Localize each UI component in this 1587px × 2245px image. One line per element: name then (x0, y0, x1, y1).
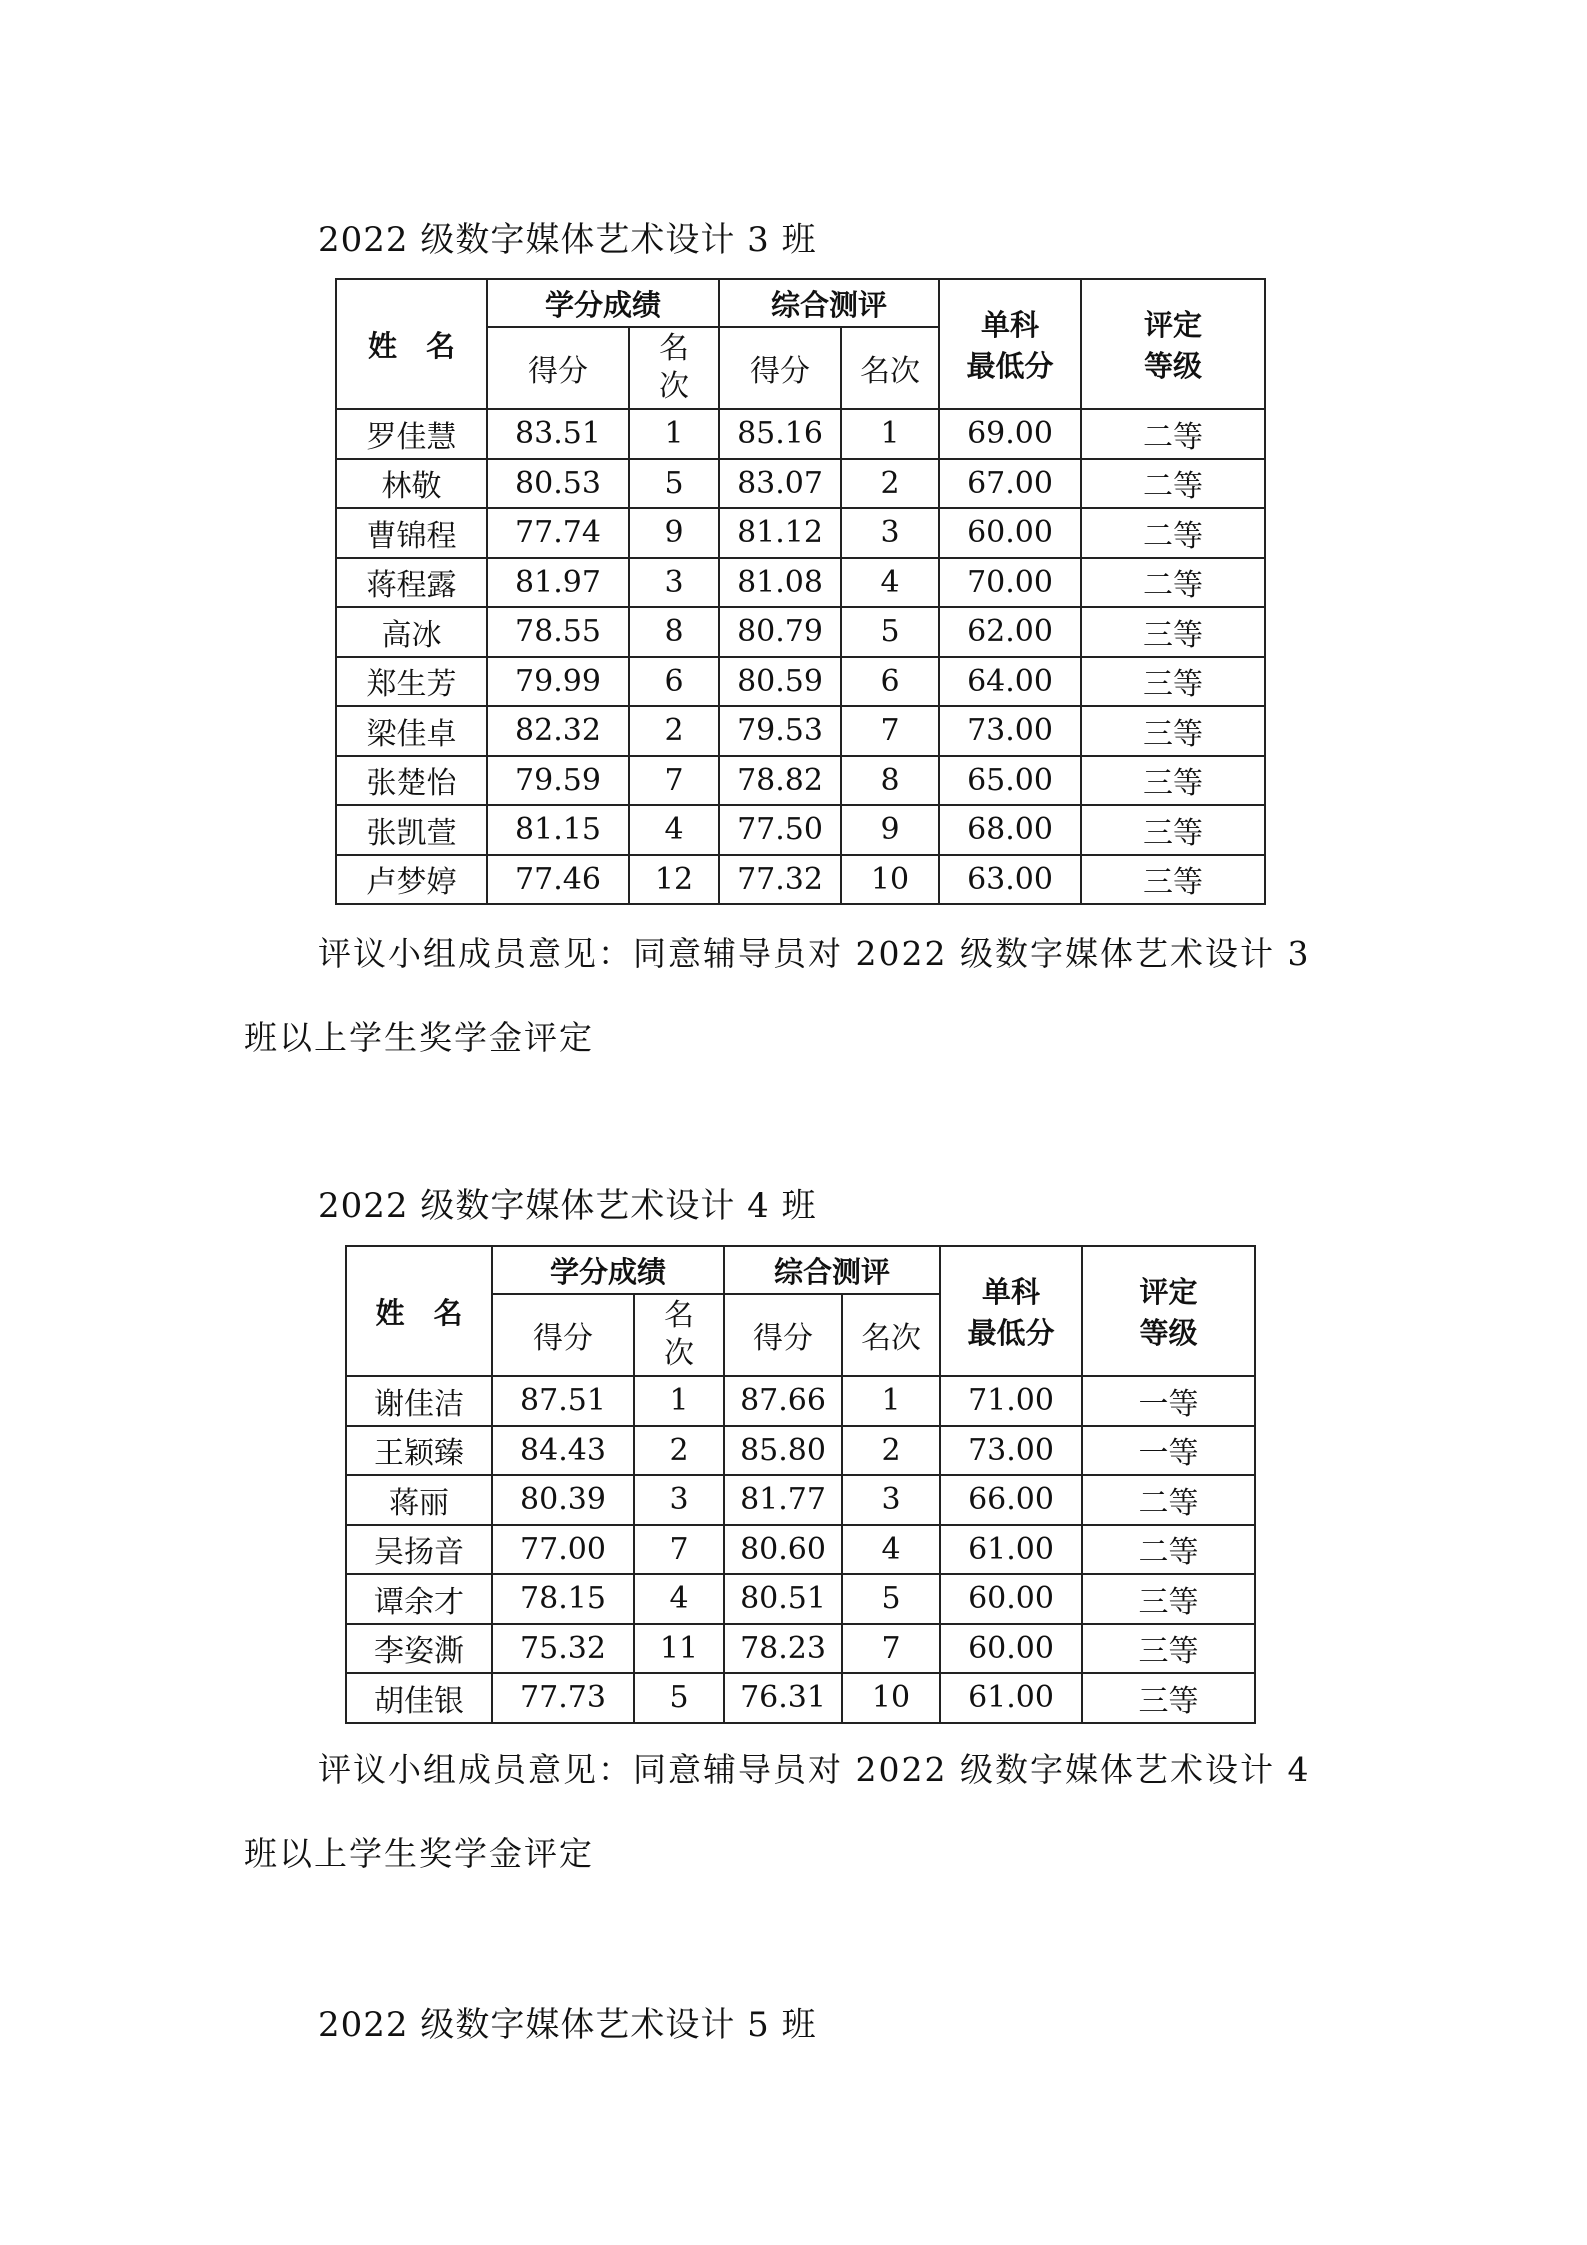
score-table-class-3 (335, 278, 1266, 905)
cell-credit-score: 83.51 (487, 409, 629, 459)
cell-credit-rank: 4 (629, 805, 719, 855)
cell-rating: 二等 (1081, 508, 1265, 558)
cell-comp-rank: 3 (842, 1475, 940, 1525)
cell-rating: 一等 (1082, 1426, 1255, 1476)
cell-comp-score: 81.08 (719, 558, 841, 608)
table-row (336, 706, 1265, 756)
cell-name: 蒋丽 (346, 1475, 492, 1525)
cell-comp-rank: 1 (841, 409, 939, 459)
cell-credit-score: 77.46 (487, 855, 629, 905)
cell-comp-rank: 4 (842, 1525, 940, 1575)
cell-min-single: 64.00 (939, 657, 1081, 707)
cell-name: 谭余才 (346, 1574, 492, 1624)
cell-comp-rank: 10 (841, 855, 939, 905)
cell-credit-rank: 2 (634, 1426, 724, 1476)
cell-name: 梁佳卓 (336, 706, 487, 756)
table-row (346, 1376, 1255, 1426)
cell-comp-score: 81.77 (724, 1475, 842, 1525)
cell-rating: 三等 (1081, 607, 1265, 657)
cell-credit-rank: 7 (629, 756, 719, 806)
cell-comp-score: 85.80 (724, 1426, 842, 1476)
cell-name: 林敬 (336, 459, 487, 509)
section-title-class-5: 2022 级数字媒体艺术设计 5 班 (318, 2005, 817, 2045)
cell-comp-score: 87.66 (724, 1376, 842, 1426)
cell-credit-rank: 8 (629, 607, 719, 657)
cell-name: 吴扬音 (346, 1525, 492, 1575)
header-min-single: 单科 最低分 (939, 279, 1081, 409)
cell-comp-score: 80.60 (724, 1525, 842, 1575)
header-comprehensive: 综合测评 (719, 279, 939, 327)
cell-min-single: 63.00 (939, 855, 1081, 905)
cell-comp-score: 80.59 (719, 657, 841, 707)
cell-rating: 三等 (1082, 1673, 1255, 1723)
cell-name: 王颖臻 (346, 1426, 492, 1476)
cell-credit-rank: 6 (629, 657, 719, 707)
cell-credit-rank: 3 (629, 558, 719, 608)
cell-credit-score: 77.00 (492, 1525, 634, 1575)
cell-comp-score: 79.53 (719, 706, 841, 756)
cell-credit-rank: 12 (629, 855, 719, 905)
cell-credit-score: 80.39 (492, 1475, 634, 1525)
cell-comp-score: 83.07 (719, 459, 841, 509)
header-comprehensive-score: 得分 (719, 327, 841, 409)
cell-min-single: 69.00 (939, 409, 1081, 459)
cell-credit-rank: 7 (634, 1525, 724, 1575)
table-row (346, 1475, 1255, 1525)
cell-min-single: 61.00 (940, 1673, 1082, 1723)
header-comprehensive-rank: 名次 (841, 327, 939, 409)
header-credit-score: 得分 (492, 1294, 634, 1376)
cell-name: 郑生芳 (336, 657, 487, 707)
cell-credit-rank: 11 (634, 1624, 724, 1674)
header-credit-score: 得分 (487, 327, 629, 409)
cell-rating: 二等 (1081, 409, 1265, 459)
header-credit: 学分成绩 (492, 1246, 724, 1294)
cell-comp-score: 81.12 (719, 508, 841, 558)
opinion-class-4: 评议小组成员意见：同意辅导员对 2022 级数字媒体艺术设计 4 班以上学生奖学金评定 (244, 1750, 1311, 1873)
cell-name: 谢佳洁 (346, 1376, 492, 1426)
cell-credit-score: 79.59 (487, 756, 629, 806)
cell-name: 曹锦程 (336, 508, 487, 558)
table-row (336, 459, 1265, 509)
cell-rating: 三等 (1081, 756, 1265, 806)
cell-comp-score: 77.50 (719, 805, 841, 855)
cell-comp-rank: 10 (842, 1673, 940, 1723)
cell-comp-score: 76.31 (724, 1673, 842, 1723)
cell-min-single: 68.00 (939, 805, 1081, 855)
cell-credit-score: 78.15 (492, 1574, 634, 1624)
table-row (346, 1525, 1255, 1575)
cell-min-single: 66.00 (940, 1475, 1082, 1525)
cell-credit-score: 80.53 (487, 459, 629, 509)
header-rating: 评定 等级 (1081, 279, 1265, 409)
cell-comp-rank: 8 (841, 756, 939, 806)
cell-rating: 三等 (1081, 805, 1265, 855)
cell-credit-score: 75.32 (492, 1624, 634, 1674)
header-credit-rank: 名 次 (634, 1294, 724, 1376)
cell-comp-rank: 3 (841, 508, 939, 558)
cell-name: 高冰 (336, 607, 487, 657)
cell-rating: 二等 (1082, 1475, 1255, 1525)
cell-credit-score: 78.55 (487, 607, 629, 657)
cell-credit-rank: 1 (634, 1376, 724, 1426)
cell-name: 李姿澌 (346, 1624, 492, 1674)
cell-rating: 三等 (1081, 657, 1265, 707)
header-name: 姓 名 (346, 1246, 492, 1376)
cell-comp-rank: 7 (841, 706, 939, 756)
table-row (336, 409, 1265, 459)
cell-rating: 二等 (1081, 558, 1265, 608)
cell-rating: 一等 (1082, 1376, 1255, 1426)
cell-comp-score: 80.51 (724, 1574, 842, 1624)
cell-min-single: 60.00 (939, 508, 1081, 558)
cell-name: 胡佳银 (346, 1673, 492, 1723)
cell-min-single: 65.00 (939, 756, 1081, 806)
score-table-class-4 (345, 1245, 1256, 1724)
header-comprehensive-score: 得分 (724, 1294, 842, 1376)
table-row (336, 805, 1265, 855)
cell-name: 蒋程露 (336, 558, 487, 608)
header-credit: 学分成绩 (487, 279, 719, 327)
header-min-single: 单科 最低分 (940, 1246, 1082, 1376)
table-row (336, 855, 1265, 905)
cell-credit-rank: 3 (634, 1475, 724, 1525)
cell-comp-score: 78.82 (719, 756, 841, 806)
cell-name: 张楚怡 (336, 756, 487, 806)
cell-min-single: 71.00 (940, 1376, 1082, 1426)
cell-comp-rank: 6 (841, 657, 939, 707)
header-name: 姓 名 (336, 279, 487, 409)
cell-rating: 二等 (1081, 459, 1265, 509)
cell-name: 卢梦婷 (336, 855, 487, 905)
cell-credit-rank: 9 (629, 508, 719, 558)
table-row (336, 657, 1265, 707)
table-row (346, 1426, 1255, 1476)
cell-comp-score: 77.32 (719, 855, 841, 905)
header-comprehensive: 综合测评 (724, 1246, 940, 1294)
cell-min-single: 73.00 (940, 1426, 1082, 1476)
cell-credit-rank: 4 (634, 1574, 724, 1624)
table-row (336, 756, 1265, 806)
section-title-class-4: 2022 级数字媒体艺术设计 4 班 (318, 1186, 817, 1226)
cell-credit-rank: 5 (634, 1673, 724, 1723)
table-row (336, 607, 1265, 657)
header-rating: 评定 等级 (1082, 1246, 1255, 1376)
table-row (336, 558, 1265, 608)
cell-comp-score: 78.23 (724, 1624, 842, 1674)
cell-comp-rank: 1 (842, 1376, 940, 1426)
cell-comp-rank: 2 (841, 459, 939, 509)
cell-rating: 三等 (1082, 1624, 1255, 1674)
cell-min-single: 60.00 (940, 1624, 1082, 1674)
cell-comp-rank: 9 (841, 805, 939, 855)
section-title-class-3: 2022 级数字媒体艺术设计 3 班 (318, 220, 817, 260)
table-row (346, 1673, 1255, 1723)
cell-min-single: 73.00 (939, 706, 1081, 756)
table-row (346, 1624, 1255, 1674)
cell-credit-rank: 5 (629, 459, 719, 509)
cell-min-single: 67.00 (939, 459, 1081, 509)
cell-comp-score: 80.79 (719, 607, 841, 657)
table-row (346, 1574, 1255, 1624)
opinion-class-3: 评议小组成员意见：同意辅导员对 2022 级数字媒体艺术设计 3 班以上学生奖学金评定 (244, 934, 1311, 1057)
cell-comp-rank: 5 (841, 607, 939, 657)
cell-credit-score: 87.51 (492, 1376, 634, 1426)
header-credit-rank: 名 次 (629, 327, 719, 409)
cell-credit-score: 84.43 (492, 1426, 634, 1476)
cell-credit-rank: 2 (629, 706, 719, 756)
header-comprehensive-rank: 名次 (842, 1294, 940, 1376)
cell-comp-rank: 7 (842, 1624, 940, 1674)
cell-rating: 二等 (1082, 1525, 1255, 1575)
cell-credit-score: 77.74 (487, 508, 629, 558)
cell-name: 罗佳慧 (336, 409, 487, 459)
cell-credit-score: 82.32 (487, 706, 629, 756)
cell-rating: 三等 (1081, 706, 1265, 756)
cell-credit-score: 79.99 (487, 657, 629, 707)
cell-credit-score: 77.73 (492, 1673, 634, 1723)
table-row (336, 508, 1265, 558)
cell-rating: 三等 (1081, 855, 1265, 905)
cell-comp-rank: 4 (841, 558, 939, 608)
cell-rating: 三等 (1082, 1574, 1255, 1624)
cell-name: 张凯萱 (336, 805, 487, 855)
cell-credit-score: 81.97 (487, 558, 629, 608)
cell-comp-score: 85.16 (719, 409, 841, 459)
cell-comp-rank: 2 (842, 1426, 940, 1476)
cell-min-single: 60.00 (940, 1574, 1082, 1624)
cell-min-single: 61.00 (940, 1525, 1082, 1575)
cell-min-single: 62.00 (939, 607, 1081, 657)
cell-credit-rank: 1 (629, 409, 719, 459)
cell-min-single: 70.00 (939, 558, 1081, 608)
cell-comp-rank: 5 (842, 1574, 940, 1624)
cell-credit-score: 81.15 (487, 805, 629, 855)
